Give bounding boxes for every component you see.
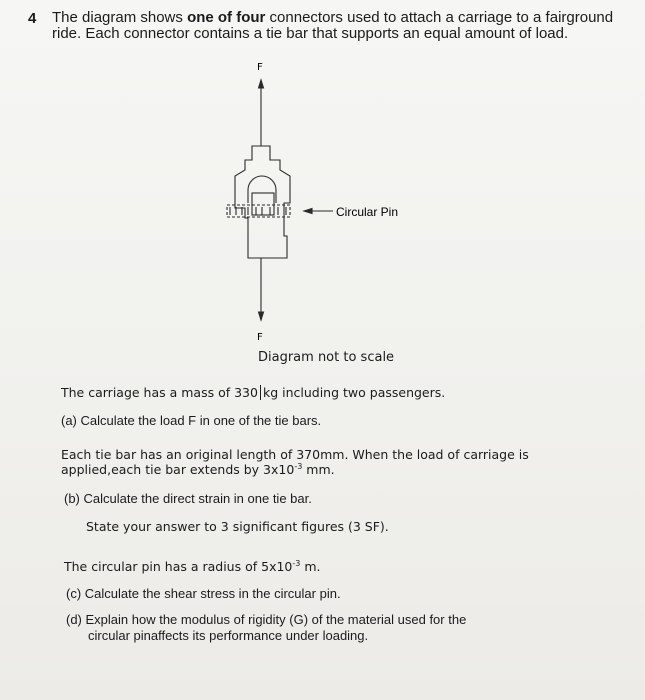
mass-text-end: kg including two passengers. xyxy=(262,385,446,400)
tie-bar-slot xyxy=(252,193,274,215)
extension-text: applied,each tie bar extends by 3x10 xyxy=(61,462,295,477)
text-cursor xyxy=(260,385,261,400)
intro-bold-text: one of four xyxy=(187,9,266,26)
radius-unit: m. xyxy=(300,559,321,574)
mass-statement xyxy=(61,385,445,400)
question-number: 4 xyxy=(28,10,37,27)
intro-text-end: connectors used to attach a carriage to a fairground ride. Each connector contains a tie bar that supports an equal amount of load. xyxy=(52,9,614,42)
part-c: (c) Calculate the shear stress in the circular pin. xyxy=(66,586,341,601)
part-d-line-1: (d) Explain how the modulus of rigidity (G) of the material used for the xyxy=(66,612,467,627)
pin-pointer-arrow xyxy=(304,209,312,214)
radius-exponent: -3 xyxy=(292,559,301,568)
part-b: (b) Calculate the direct strain in one tie bar. xyxy=(64,491,312,506)
question-intro xyxy=(52,10,622,42)
force-top-label: F xyxy=(257,62,263,73)
intro-text-start: The diagram shows xyxy=(52,9,188,26)
connector-diagram xyxy=(200,58,420,348)
length-line-2 xyxy=(61,462,335,477)
top-force-arrow xyxy=(259,80,264,88)
significant-figures-note: State your answer to 3 significant figures (3 SF). xyxy=(86,519,389,534)
diagram-caption: Diagram not to scale xyxy=(258,350,395,365)
bottom-force-arrow xyxy=(259,312,264,320)
radius-text: The circular pin has a radius of 5x10 xyxy=(64,559,293,574)
part-d-line-2: circular pinaffects its performance under loading. xyxy=(88,628,369,643)
radius-statement xyxy=(64,559,320,574)
force-bottom-label: F xyxy=(257,332,263,343)
mass-text-start: The carriage has a mass of 330 xyxy=(61,385,258,400)
part-a: (a) Calculate the load F in one of the tie bars. xyxy=(61,413,322,428)
pin-label: Circular Pin xyxy=(336,205,399,219)
length-line-1: Each tie bar has an original length of 370mm. When the load of carriage is xyxy=(61,447,529,462)
extension-unit: mm. xyxy=(302,462,335,477)
connector-body xyxy=(235,146,290,258)
extension-exponent: -3 xyxy=(294,462,303,471)
